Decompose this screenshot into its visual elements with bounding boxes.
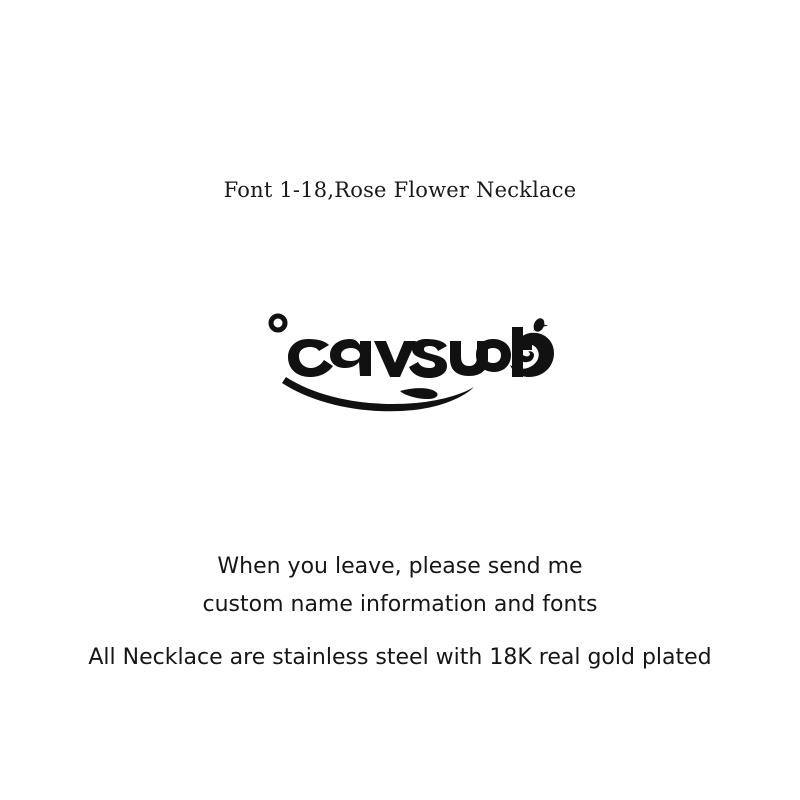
caption-line-1: When you leave, please send me bbox=[217, 554, 583, 579]
necklace-pendant-image bbox=[250, 295, 560, 420]
caption-block bbox=[0, 548, 800, 677]
caption-line-2: custom name information and fonts bbox=[202, 592, 598, 617]
page-title: Font 1-18,Rose Flower Necklace bbox=[223, 178, 577, 202]
caption-line-3: All Necklace are stainless steel with 18K real gold plated bbox=[88, 645, 712, 670]
